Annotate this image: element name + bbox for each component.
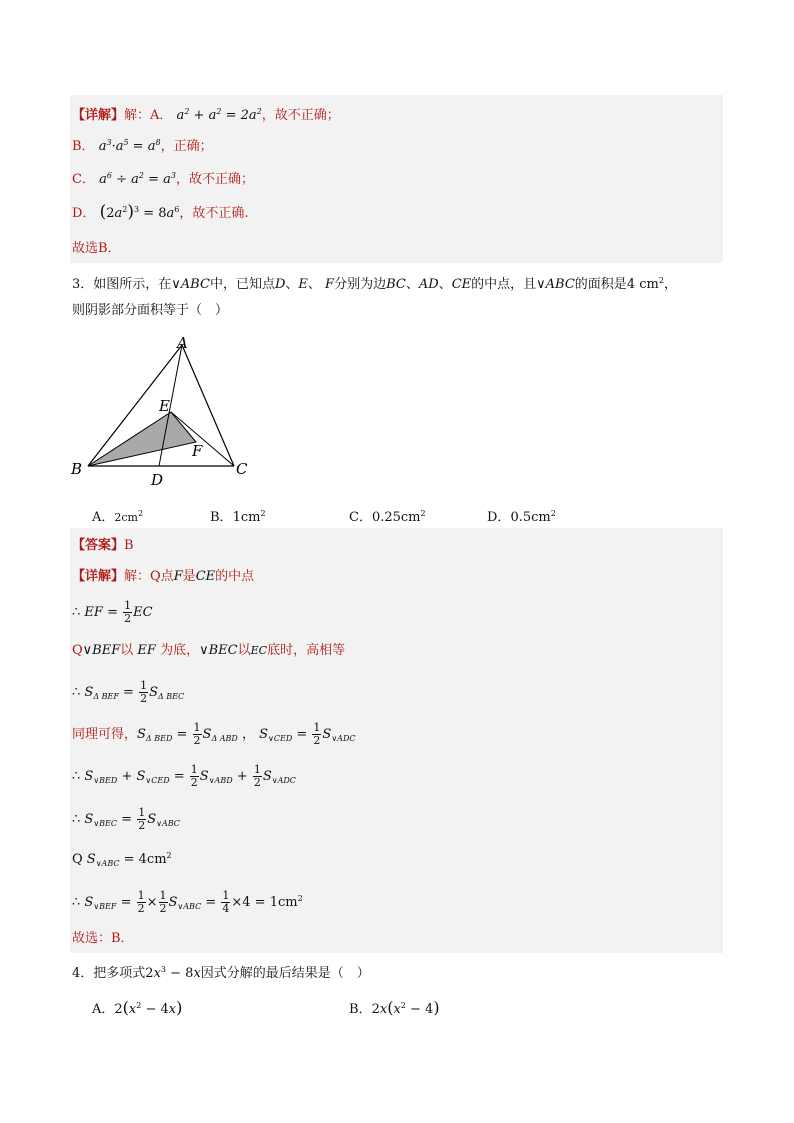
q3-stem-line1: 3．如图所示，在∨ABC中，已知点D、E、 F分别为边BC、AD、CE的中点，且∨ABC的面积是4 $cm^2$， — [72, 276, 677, 292]
q3-option-c[interactable]: C．$0.25cm^2$ — [349, 509, 426, 525]
q3-step4: ∴ $S_{\Delta BEF}$ = $\frac{1}{2}$ $S_{\Delta BEC}$ — [72, 679, 185, 705]
q3-option-a[interactable]: A．$2cm^2$ — [92, 509, 144, 525]
q3-step6: ∴ $S_{\vee BED} + S_{\vee CED}$ = $\frac{1}{2}$ $S_{\vee ABD}$ + $\frac{1}{2}$ $S_{\vee ADC}$ — [72, 763, 296, 789]
expr-b: $a^3\cdot a^5 = a^8$ — [98, 138, 161, 154]
q3-answer — [72, 537, 134, 555]
q3-stem-line2: 则阴影部分面积等于（ ） — [72, 303, 229, 318]
q2-d-prefix: D． — [72, 206, 96, 221]
q3-step8: Q $S_{\vee ABC} = 4cm^2$ — [72, 851, 172, 868]
q3-step5: 同理可得，$S_{\Delta BED}$ = $\frac{1}{2}$ $S_{\Delta ABD}$ ， $S_{\vee CED}$ = $\frac{1}{2}$ $S_{\vee ADC}$ — [72, 721, 356, 747]
label-c: C — [236, 460, 248, 478]
side-ac — [182, 345, 234, 466]
q3-step1: 【详解】解：Q点F是CE的中点 — [72, 569, 255, 584]
expr-a: $a^2 + a^2 = 2a^2$ — [176, 107, 262, 123]
q2-line-b — [72, 134, 213, 156]
q3-step9: ∴ $S_{\vee BEF}$ = $\frac{1}{2}$ × $\frac{1}{2}$ $S_{\vee ABC}$ = $\frac{1}{4}$ $\times 4 = 1cm^2$ — [72, 889, 303, 915]
triangle-figure — [65, 332, 265, 492]
q4-stem: 4．把多项式$2x^3 - 8x$因式分解的最后结果是（ ） — [72, 965, 370, 981]
q4-option-b[interactable]: B．$2x(x^2 - 4)$ — [349, 998, 440, 1017]
q2-c-tail: ，故不正确； — [175, 172, 254, 187]
answer-value: B — [124, 538, 134, 553]
q2-b-tail: ，正确； — [160, 139, 213, 154]
q3-step2: ∴ EF = $\frac{1}{2}$ EC — [72, 599, 153, 625]
q2-line-d — [72, 201, 249, 223]
q3-option-d[interactable]: D．$0.5cm^2$ — [487, 509, 556, 525]
detail-label: 【详解】 — [72, 569, 125, 584]
q2-line-a — [72, 103, 340, 125]
answer-label: 【答案】 — [72, 538, 125, 553]
detail-label: 【详解】 — [72, 108, 125, 123]
q2-line-c — [72, 167, 254, 189]
q3-step7: ∴ $S_{\vee BEC}$ = $\frac{1}{2}$ $S_{\vee ABC}$ — [72, 806, 180, 832]
q4-option-a[interactable]: A．$2(x^2 - 4x)$ — [92, 998, 183, 1017]
label-d: D — [151, 471, 164, 489]
q2-d-tail: ，故不正确. — [179, 206, 249, 221]
label-e: E — [159, 397, 170, 415]
expr-d: $(2a^2)^3 = 8a^6$ — [99, 202, 180, 222]
q2-b-prefix: B． — [72, 139, 95, 154]
q2-a-tail: ，故不正确； — [261, 108, 340, 123]
q2-c-prefix: C． — [72, 172, 95, 187]
label-f: F — [192, 442, 203, 460]
expr-c: $a^6 \div a^2 = a^3$ — [99, 171, 176, 187]
label-b: B — [71, 460, 83, 478]
label-a: A — [177, 334, 188, 352]
q3-step3: Q∨BEF以 EF 为底，∨BEC以EC底时，高相等 — [72, 643, 346, 658]
q2-conclusion: 故选B． — [72, 241, 121, 256]
q2-intro: 解：A． — [124, 108, 173, 123]
q3-option-b[interactable]: B．$1cm^2$ — [210, 509, 266, 525]
q3-final: 故选：B． — [72, 931, 134, 946]
